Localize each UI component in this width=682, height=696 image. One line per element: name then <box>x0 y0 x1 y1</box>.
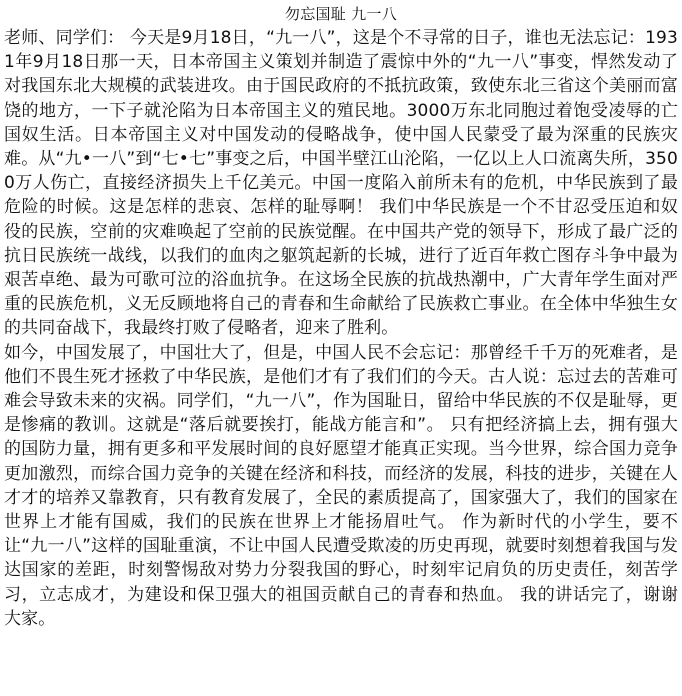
paragraph-1: 老师、同学们： 今天是9月18日，“九一八”，这是个不寻常的日子，谁也无法忘记：1931年9月18日那一天，日本帝国主义策划并制造了震惊中外的“九一八”事变，悍然发动了对我国东北大规模的武装进攻。由于国民政府的不抵抗政策，致使东北三省这个美丽而富饶的地方，一下子就沦陷为日本帝国主义的殖民地。3000万东北同胞过着饱受凌辱的亡国奴生活。日本帝国主义对中国发动的侵略战争，使中国人民蒙受了最为深重的民族灾难。从“九•一八”到“七•七”事变之后，中国半壁江山沦陷，一亿以上人口流离失所，3500万人伤亡，直接经济损失上千亿美元。中国一度陷入前所未有的危机，中华民族到了最危险的时候。这是怎样的悲哀、怎样的耻辱啊！ 我们中华民族是一个不甘忍受压迫和奴役的民族，空前的灾难唤起了空前的民族觉醒。在中国共产党的领导下，形成了最广泛的抗日民族统一战线，以我们的血肉之躯筑起新的长城，进行了近百年救亡图存斗争中最为艰苦卓绝、最为可歌可泣的浴血抗争。在这场全民族的抗战热潮中，广大青年学生面对严重的民族危机，义无反顾地将自己的青春和生命献给了民族救亡事业。在全体中华独生女的共同奋战下，我最终打败了侵略者，迎来了胜利。 <box>4 28 678 339</box>
paragraph-2: 如今，中国发展了，中国壮大了，但是，中国人民不会忘记：那曾经千千万的死难者，是他们不畏生死才拯救了中华民族，是他们才有了我们们的今天。古人说：忘过去的苦难可难会导致未来的灾祸。同学们，“九一八”，作为国耻日，留给中华民族的不仅是耻辱，更是惨痛的教训。这就是“落后就要挨打，能战方能言和”。 只有把经济搞上去，拥有强大的国防力量，拥有更多和平发展时间的良好愿望才能真正实现。当今世界，综合国力竞争更加激烈，而综合国力竞争的关键在经济和科技，而经济的发展，科技的进步，关键在人才才的培养又靠教育，只有教育发展了，全民的素质提高了，国家强大了，我们的国家在世界上才能有国威，我们的民族在世界上才能扬眉吐气。 作为新时代的小学生，要不让“九一八”这样的国耻重演，不让中国人民遭受欺凌的历史再现，就要时刻想着我国与发达国家的差距，时刻警惕敌对势力分裂我国的野心，时刻牢记肩负的历史责任，刻苦学习，立志成才，为建设和保卫强大的祖国贡献自己的青春和热血。 我的讲话完了，谢谢大家。 <box>4 342 678 629</box>
document-title: 勿忘国耻 九一八 <box>284 5 398 23</box>
